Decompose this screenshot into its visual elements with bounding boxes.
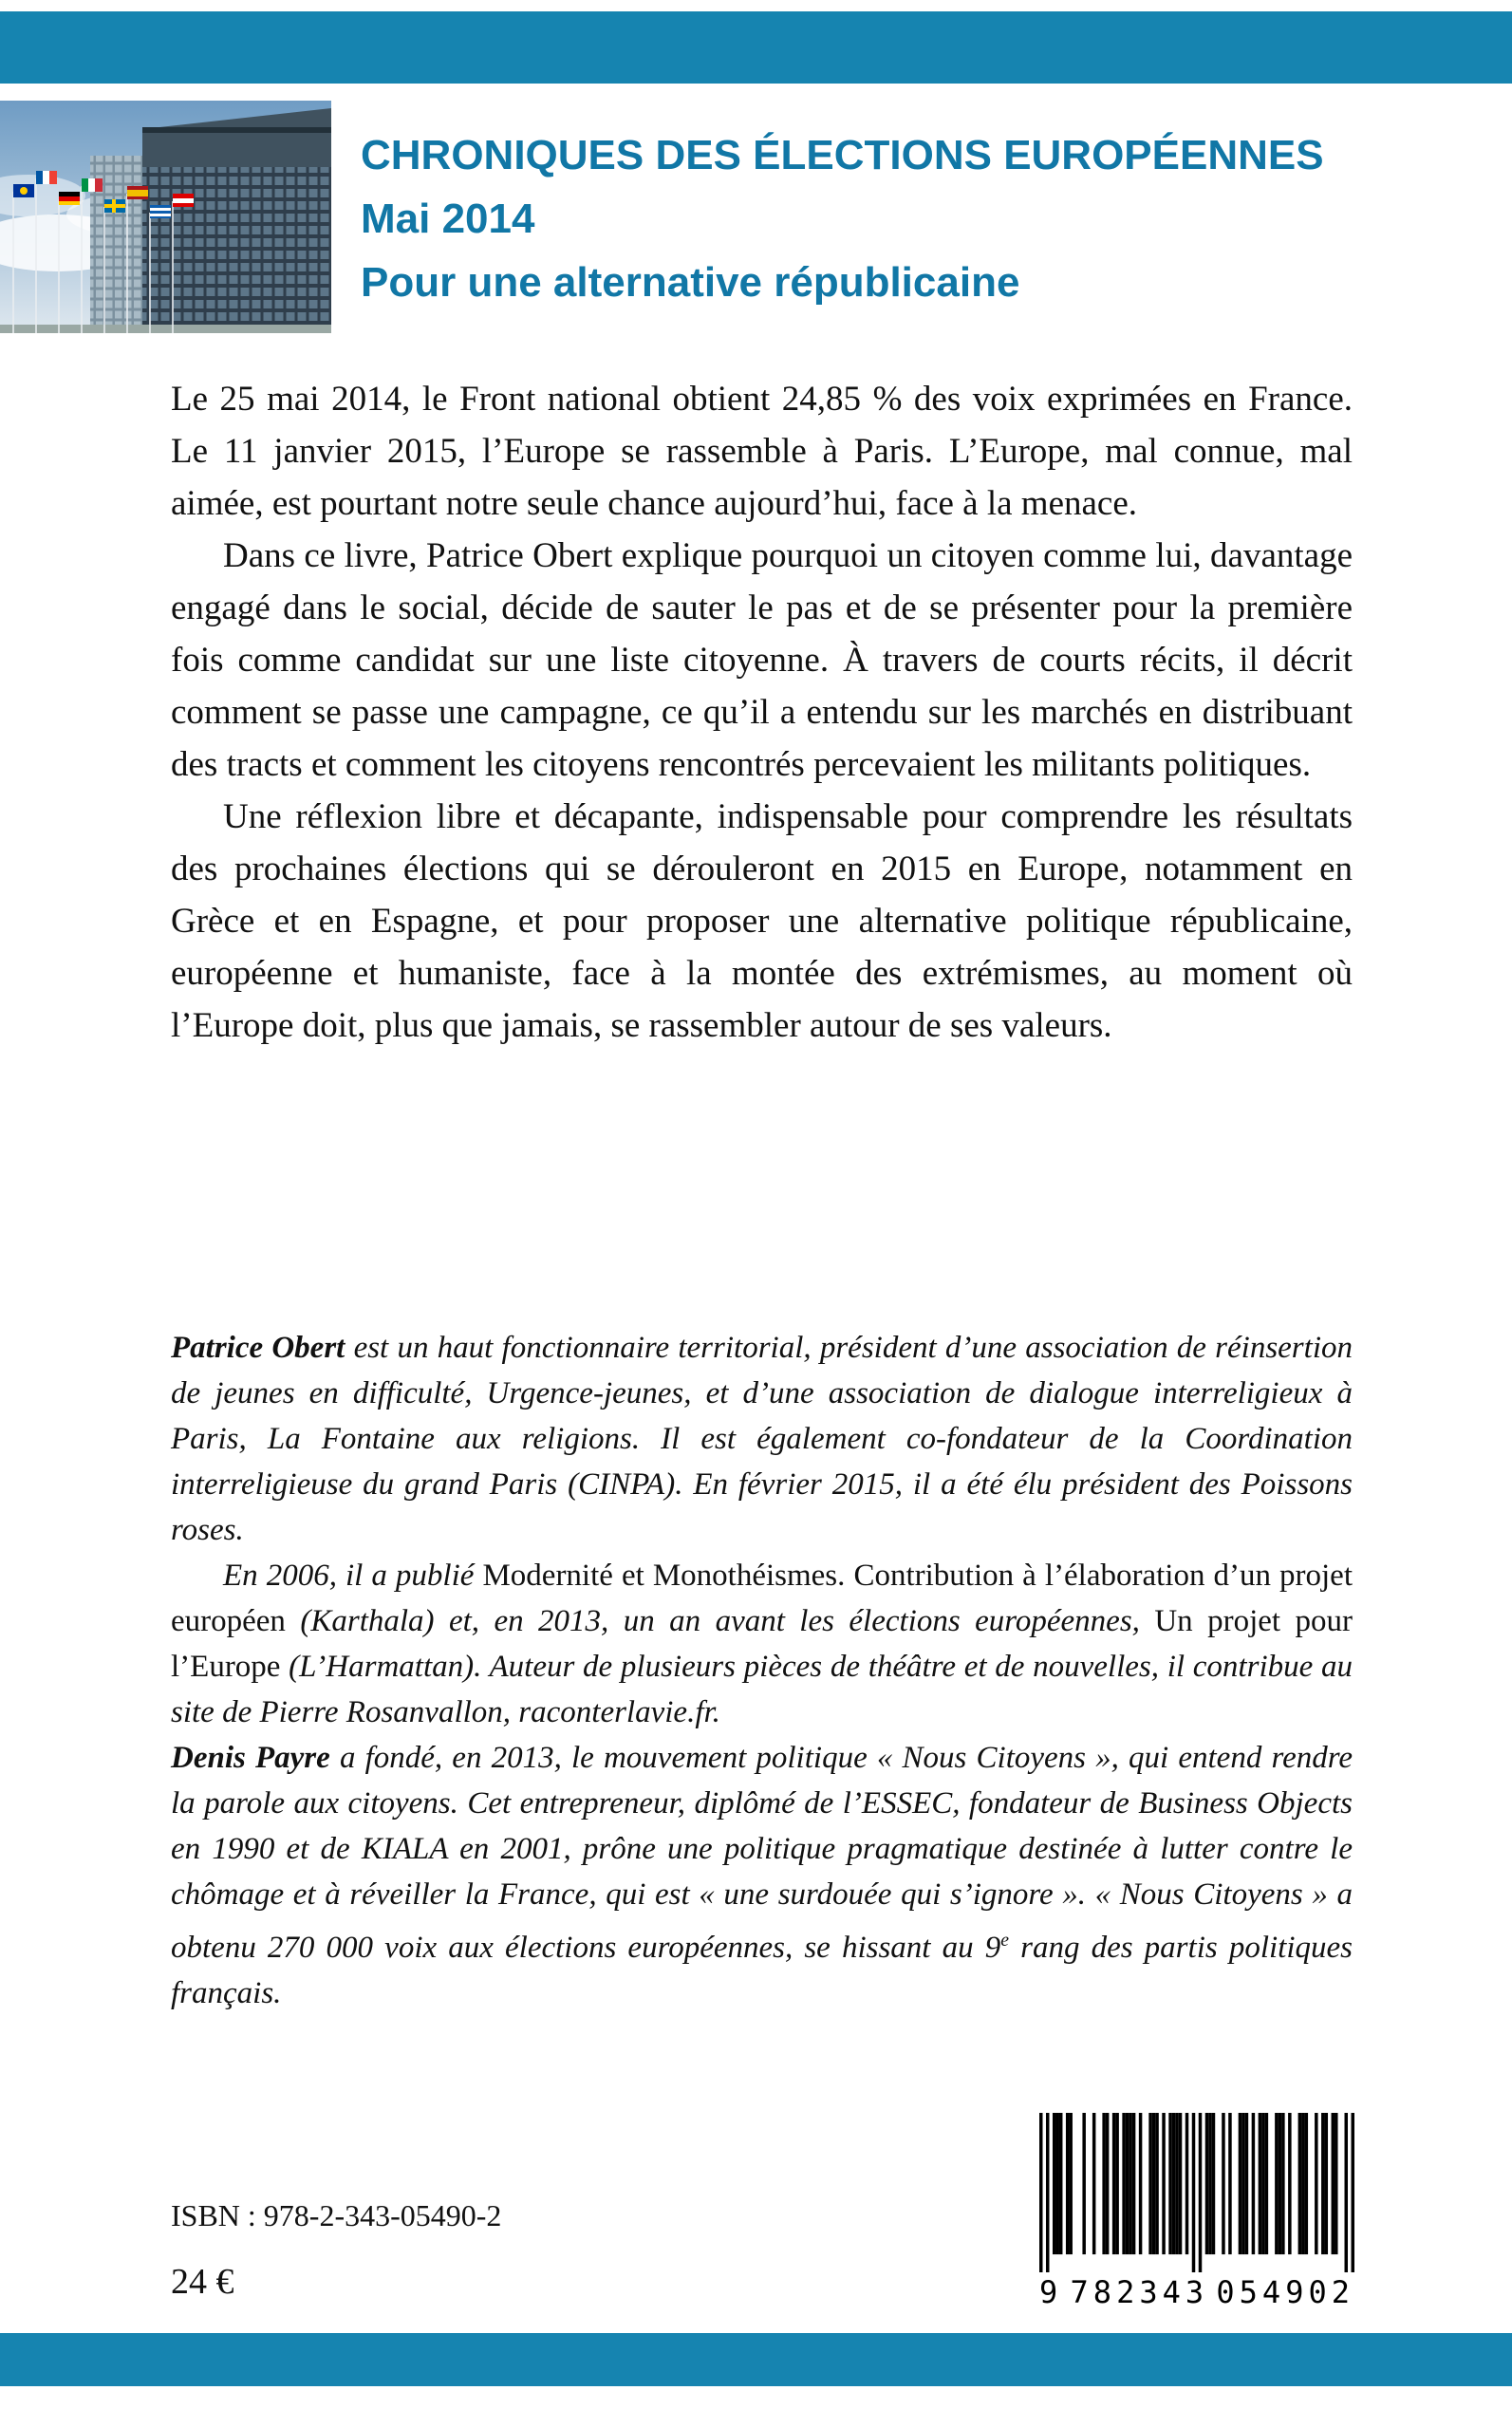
isbn: ISBN : 978-2-343-05490-2 — [171, 2198, 502, 2232]
barcode-digit-group-1: 9 — [1039, 2274, 1063, 2310]
barcode-digit-group-3: 054902 — [1216, 2274, 1354, 2310]
bio-denis-payre-text1: a fondé, en 2013, le mouvement politique « Nous Citoyens », qui entend rendre la parole aux citoyens. Cet entrepreneur, diplômé de l’ESSEC, fondateur de Business Objects en 1990 et de KIALA en 2001, prône une politique pragmatique destinée à lutter contre le chômage et à réveiller la France, qui est « une surdouée qui s’ignore ». « Nous Citoyens » a obtenu 270 000 voix aux élections européennes, se hissant au 9 — [171, 1741, 1353, 1965]
title-block — [361, 123, 1490, 314]
bio-works-seg3: (L’Harmattan). Auteur de plusieurs pièces de théâtre et de nouvelles, il contribue au site de Pierre Rosanvallon, raconterlavie.fr. — [171, 1650, 1353, 1729]
cover-photo-svg — [0, 101, 331, 333]
price: 24 € — [171, 2262, 234, 2302]
bio-denis-payre — [171, 1735, 1353, 2016]
bio-denis-payre-text2: rang des partis politiques français. — [171, 1931, 1353, 2010]
bio-patrice-obert-text: est un haut fonctionnaire territorial, président d’une association de réinsertion de jeunes en difficulté, Urgence-jeunes, et d’une association de dialogue interreligieux à Paris, La Fontaine aux religions. Il est également co-fondateur de la Coordination interreligieuse du grand Paris (CINPA). En février 2015, il a été élu président des Poissons roses. — [171, 1331, 1353, 1547]
book-subtitle: Pour une alternative républicaine — [361, 259, 1020, 306]
book-title-modernite: Modernité et Monothéismes. Contribution à l’élaboration d’un projet européen — [171, 1559, 1353, 1638]
book-series-title: CHRONIQUES DES ÉLECTIONS EUROPÉENNES — [361, 132, 1324, 178]
synopsis — [171, 373, 1353, 1052]
barcode-digit-group-2: 782343 — [1070, 2274, 1209, 2310]
synopsis-paragraph-1: Le 25 mai 2014, le Front national obtient 24,85 % des voix exprimées en France. Le 11 janvier 2015, l’Europe se rassemble à Paris. L’Europe, mal connue, mal aimée, est pourtant notre seule chance aujourd’hui, face à la menace. — [171, 380, 1353, 523]
synopsis-paragraph-3: Une réflexion libre et décapante, indispensable pour comprendre les résultats des prochaines élections qui se dérouleront en 2015 en Europe, notamment en Grèce et en Espagne, et pour proposer une alternative politique républicaine, européenne et humaniste, face à la montée des extrémismes, au moment où l’Europe doit, plus que jamais, se rassembler autour de ses valeurs. — [171, 797, 1353, 1045]
author-bios — [171, 1325, 1353, 2016]
bottom-accent-bar — [0, 2333, 1512, 2386]
bio-works-seg2: (Karthala) et, en 2013, un an avant les élections européennes, — [285, 1604, 1155, 1638]
book-title-date: Mai 2014 — [361, 196, 535, 242]
superscript-e: e — [1000, 1930, 1009, 1951]
book-title-un-projet: Un projet pour l’Europe — [171, 1604, 1353, 1684]
barcode-svg — [1039, 2113, 1354, 2272]
author-name-denis-payre: Denis Payre — [171, 1741, 330, 1775]
bio-works-seg1: En 2006, il a publié — [223, 1559, 483, 1593]
author-name-patrice-obert: Patrice Obert — [171, 1331, 345, 1365]
top-accent-bar — [0, 11, 1512, 84]
bio-patrice-obert-works — [171, 1553, 1353, 1735]
barcode-digits — [1039, 2274, 1354, 2310]
bio-patrice-obert — [171, 1325, 1353, 1553]
cover-photo — [0, 101, 331, 333]
barcode — [1039, 2113, 1354, 2310]
synopsis-paragraph-2: Dans ce livre, Patrice Obert explique pourquoi un citoyen comme lui, davantage engagé dans le social, décide de sauter le pas et de se présenter pour la première fois comme candidat sur une liste citoyenne. À travers de courts récits, il décrit comment se passe une campagne, ce qu’il a entendu sur les marchés en distribuant des tracts et comment les citoyens rencontrés percevaient les militants politiques. — [171, 536, 1353, 784]
